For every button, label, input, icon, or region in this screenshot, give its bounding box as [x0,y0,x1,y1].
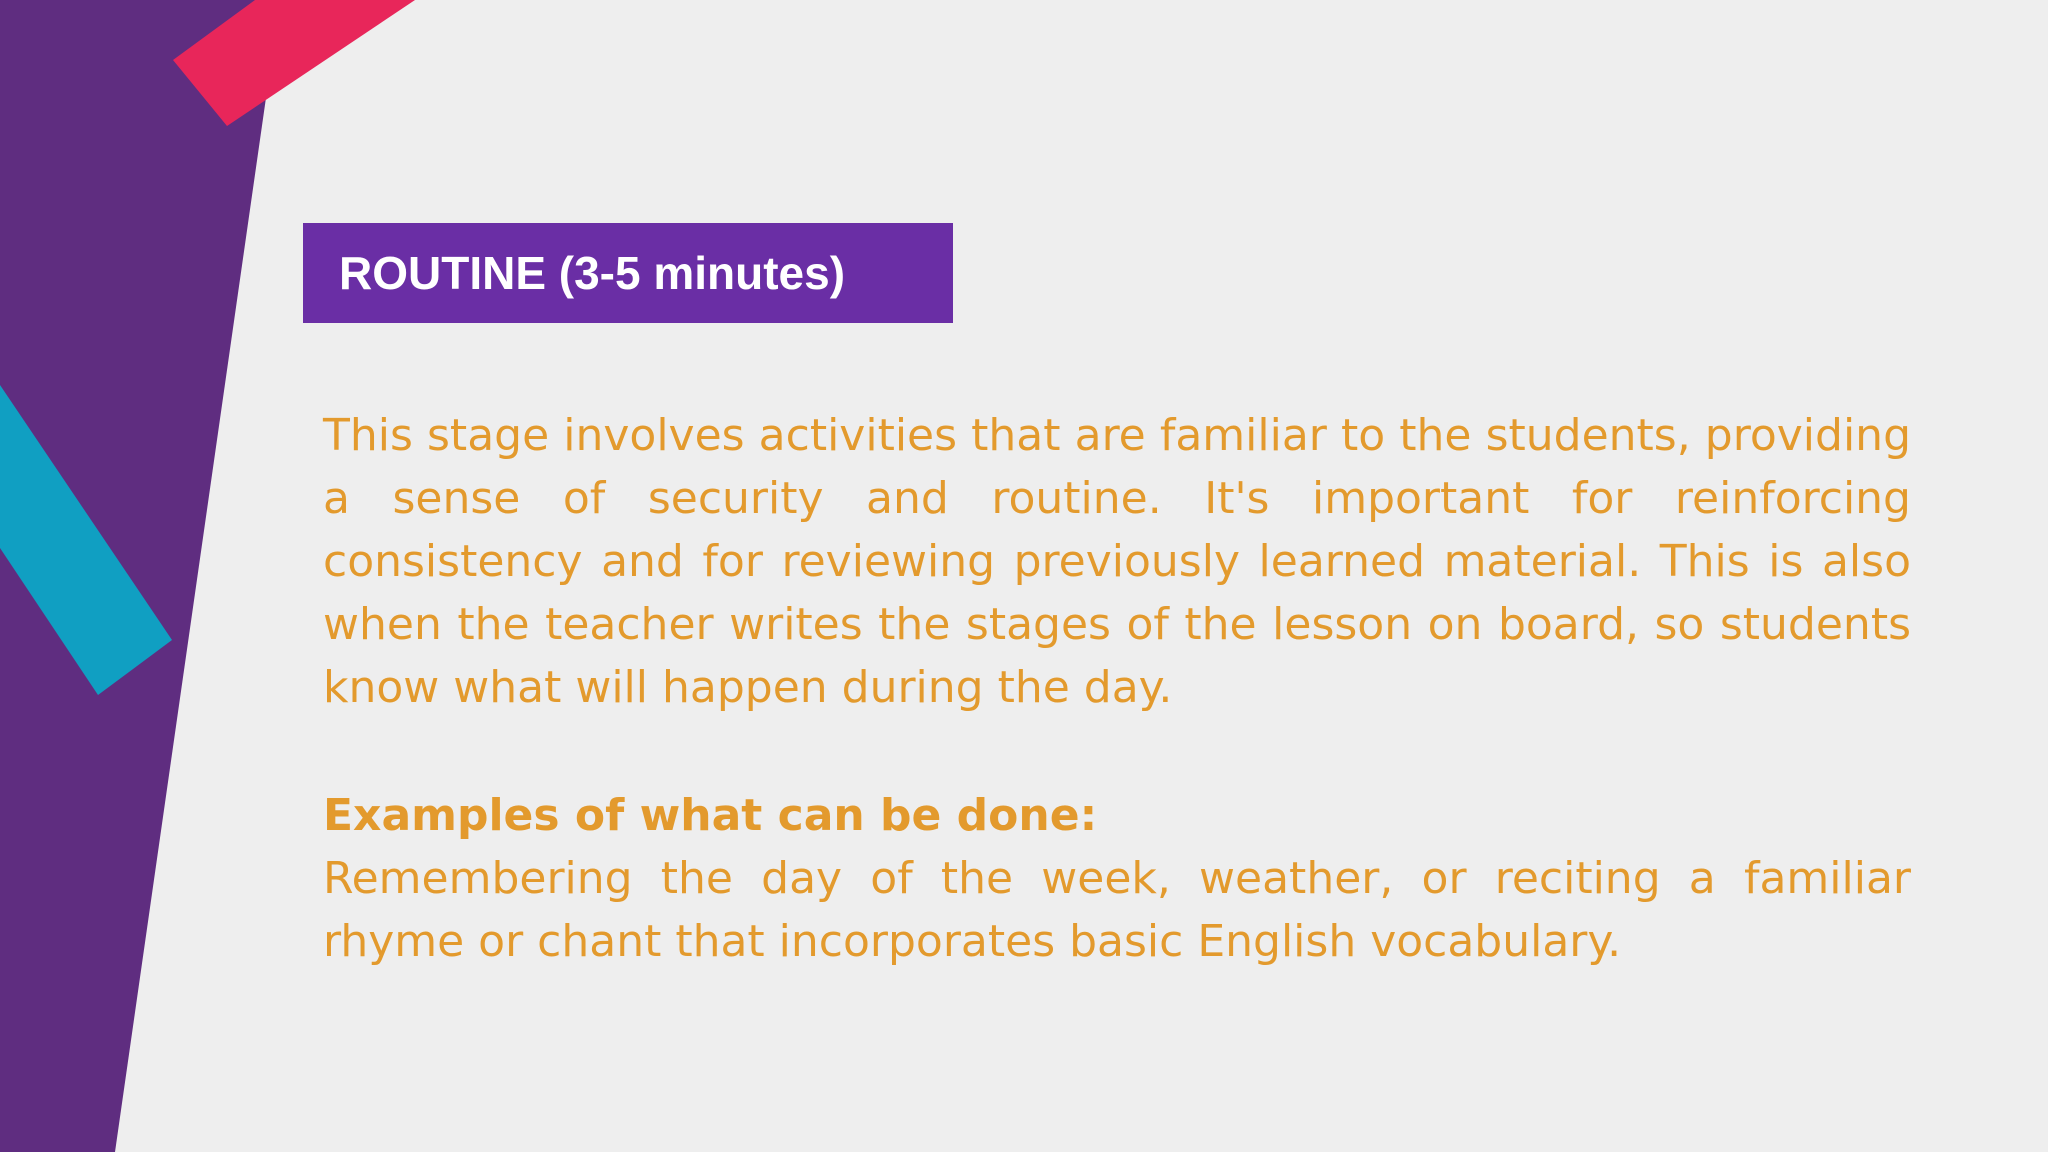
examples-heading: Examples of what can be done: [323,790,1098,841]
examples-paragraph: Remembering the day of the week, weather, or reciting a familiar rhyme or chant that incorporates basic English vocabulary. [323,853,1911,967]
title-banner [303,223,953,323]
slide-title: ROUTINE (3-5 minutes) [339,247,846,299]
body-paragraph: This stage involves activities that are familiar to the students, providing a sense of security and routine. It's important for reinforcing consistency and for reviewing previously learned material. This is also when the teacher writes the stages of the lesson on board, so students know what will happen during the day. [323,410,1911,713]
